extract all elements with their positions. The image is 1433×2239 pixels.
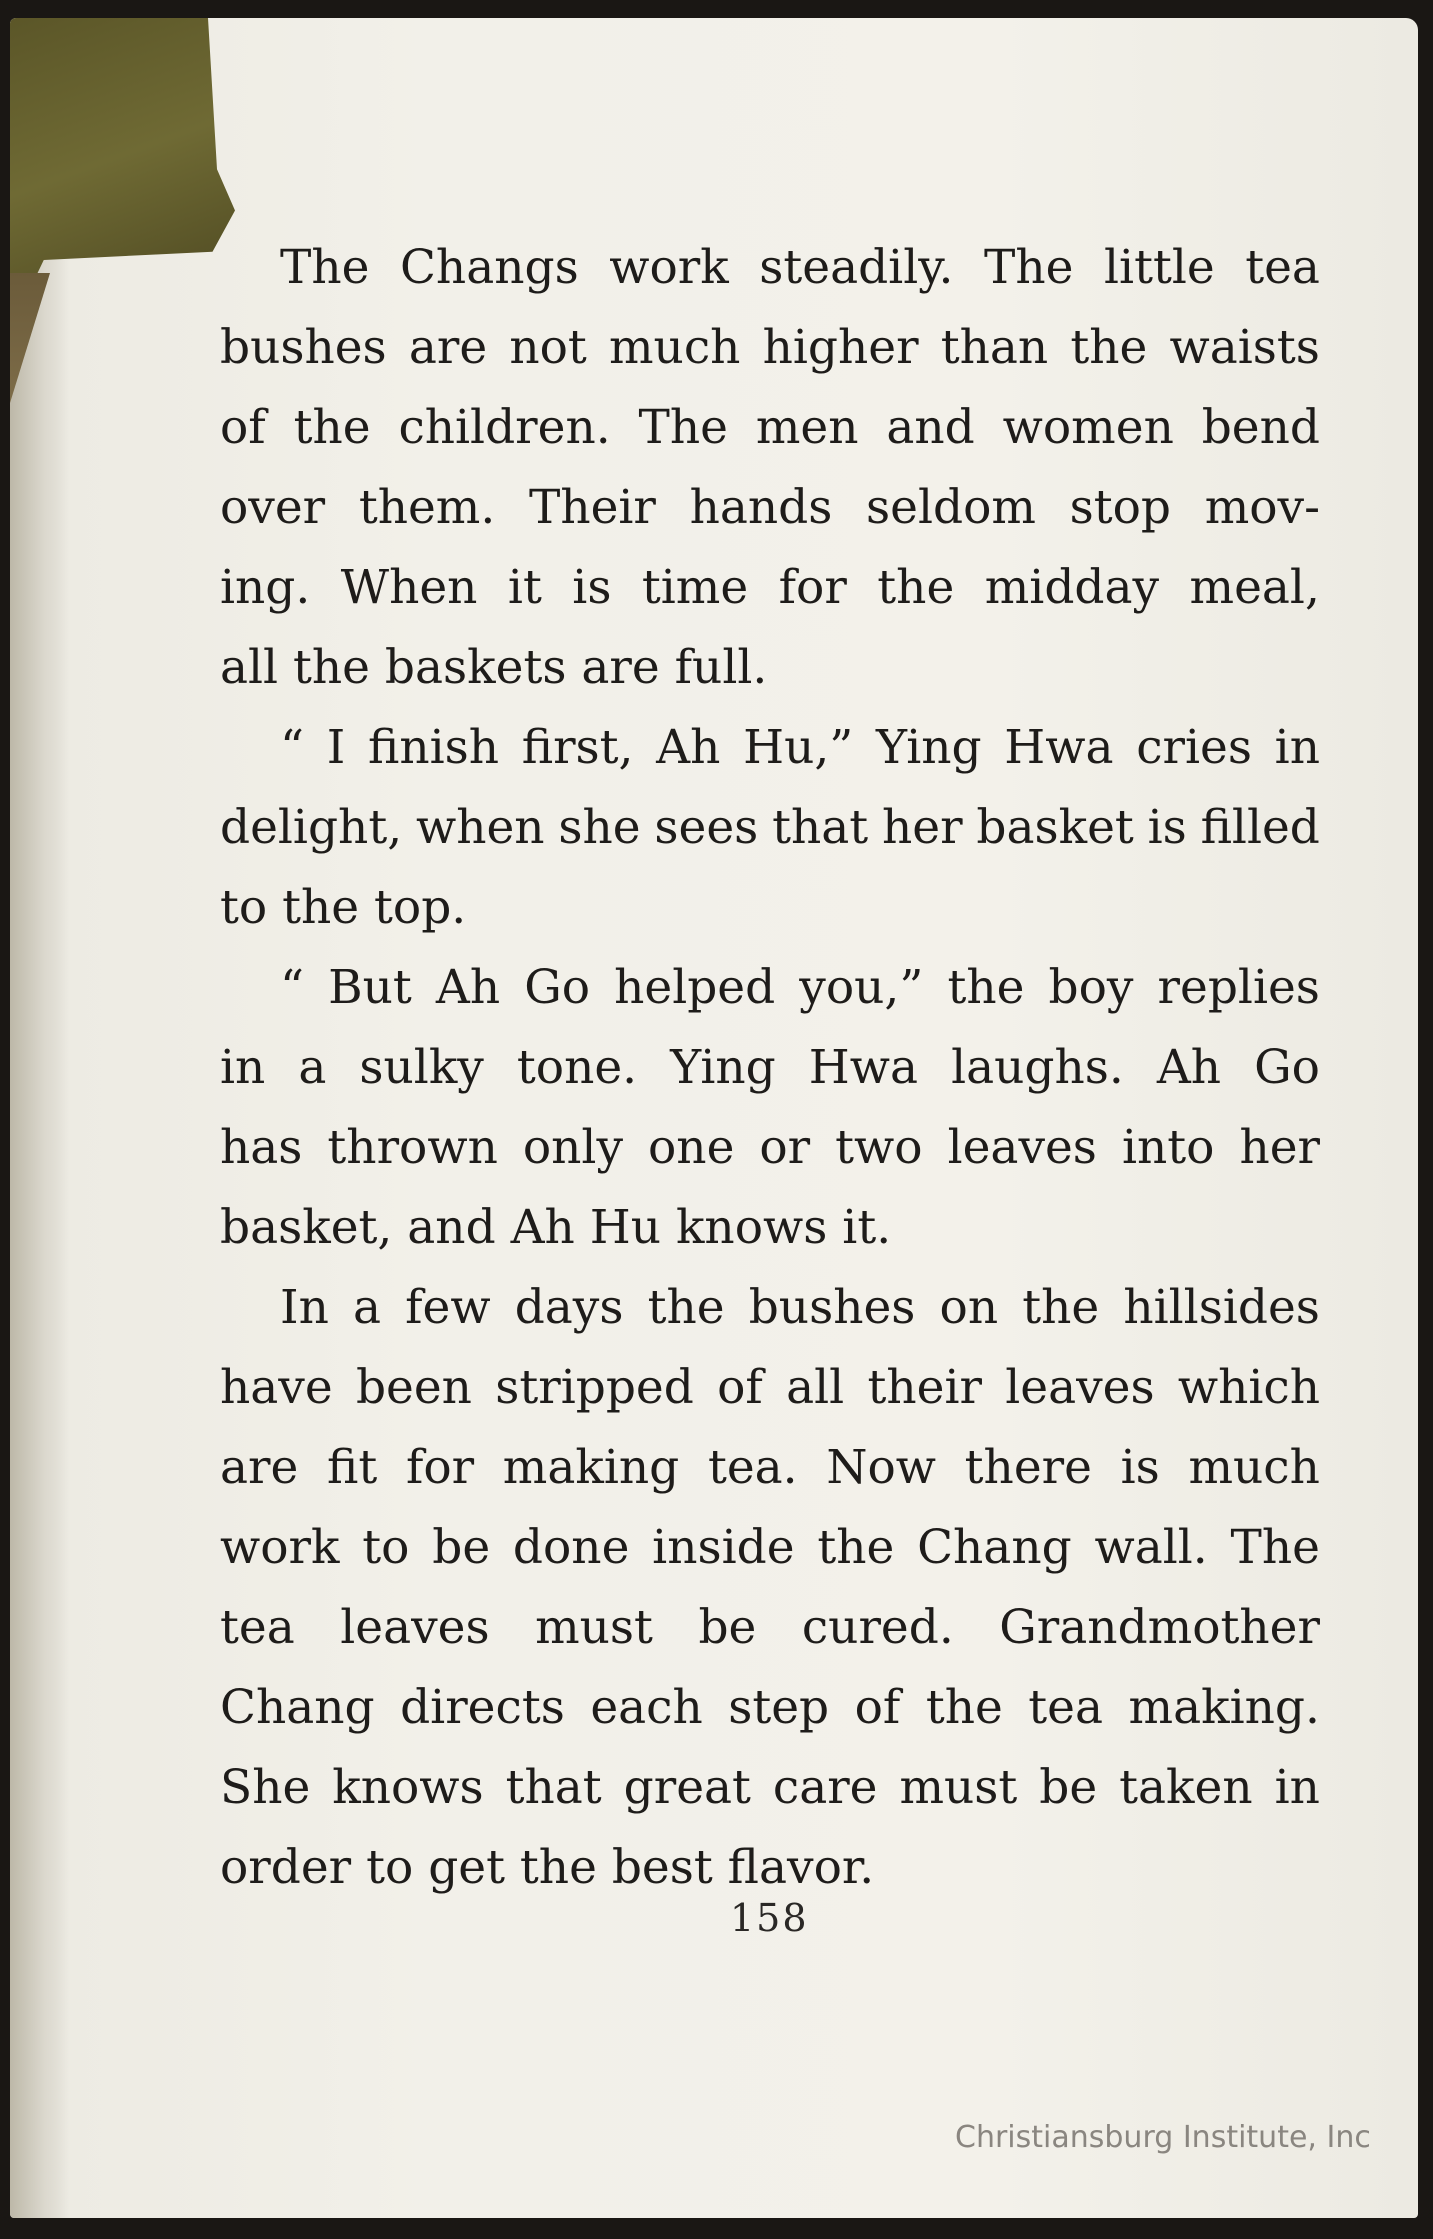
text-line: [220, 1588, 1320, 1668]
text-line: [220, 548, 1320, 628]
word: bushes: [748, 1280, 916, 1335]
word: one: [648, 1120, 735, 1175]
word: the: [947, 960, 1025, 1015]
text-line: [220, 1508, 1320, 1588]
word: hillsides: [1123, 1280, 1320, 1335]
word: stop: [1069, 480, 1172, 535]
word: laughs.: [951, 1040, 1124, 1095]
word: basket: [976, 800, 1134, 855]
word: tea: [1245, 240, 1320, 295]
word: two: [835, 1120, 923, 1175]
word: for: [778, 560, 847, 615]
word: for: [405, 1440, 475, 1495]
word: Hwa: [1004, 720, 1114, 775]
word: must: [535, 1600, 653, 1655]
word: The: [638, 400, 728, 455]
word: must: [899, 1760, 1018, 1815]
word: cries: [1136, 720, 1252, 775]
word: When: [340, 560, 478, 615]
word: ing.: [220, 560, 311, 615]
word: Go: [524, 960, 591, 1015]
word: have: [220, 1360, 333, 1415]
word: her: [881, 800, 963, 855]
word: work: [220, 1520, 340, 1575]
word: sulky: [359, 1040, 484, 1095]
word: each: [590, 1680, 703, 1735]
word: meal,: [1189, 560, 1320, 615]
text-line: basket, and Ah Hu knows it.: [220, 1200, 892, 1255]
word: over: [220, 480, 326, 535]
word: days: [514, 1280, 624, 1335]
word: or: [759, 1120, 811, 1175]
word: the: [1022, 1280, 1100, 1335]
word: The: [1230, 1520, 1320, 1575]
word: few: [405, 1280, 491, 1335]
word: work: [609, 240, 729, 295]
word: the: [647, 1280, 725, 1335]
word: Their: [528, 480, 656, 535]
book-page: [10, 18, 1418, 2218]
word: first,: [521, 720, 634, 775]
word: wall.: [1094, 1520, 1208, 1575]
word: making: [502, 1440, 680, 1495]
word: seldom: [866, 480, 1036, 535]
word: women: [1002, 400, 1174, 455]
word: boy: [1048, 960, 1134, 1015]
word: into: [1121, 1120, 1215, 1175]
word: that: [772, 800, 869, 855]
word: not: [509, 320, 587, 375]
word: the: [925, 1680, 1003, 1735]
text-line: [220, 468, 1320, 548]
text-line: [220, 1348, 1320, 1428]
word: when: [415, 800, 545, 855]
text-line: all the baskets are full.: [220, 640, 768, 695]
word: knows: [332, 1760, 484, 1815]
word: inside: [652, 1520, 795, 1575]
word: leaves: [947, 1120, 1097, 1175]
word: waists: [1169, 320, 1320, 375]
word: leaves: [1005, 1360, 1155, 1415]
word: finish: [367, 720, 500, 775]
word: tea.: [707, 1440, 798, 1495]
text-line: [220, 388, 1320, 468]
word: the: [293, 400, 371, 455]
page-number: 158: [730, 1896, 809, 1940]
word: helped: [614, 960, 776, 1015]
word: done: [512, 1520, 630, 1575]
word: children.: [398, 400, 611, 455]
text-line: [220, 1268, 1320, 1348]
word: her: [1239, 1120, 1320, 1175]
word: is: [1120, 1440, 1160, 1495]
word: in: [1274, 720, 1320, 775]
word: has: [220, 1120, 303, 1175]
word: only: [522, 1120, 623, 1175]
word: care: [772, 1760, 878, 1815]
word: tea: [220, 1600, 295, 1655]
text-line: [220, 228, 1320, 308]
word: fit: [327, 1440, 378, 1495]
word: in: [1274, 1760, 1320, 1815]
word: making.: [1128, 1680, 1320, 1735]
word: the: [1070, 320, 1148, 375]
word: on: [939, 1280, 999, 1335]
word: are: [408, 320, 488, 375]
word: steadily.: [759, 240, 954, 295]
word: stripped: [495, 1360, 694, 1415]
word: great: [623, 1760, 751, 1815]
word: men: [755, 400, 859, 455]
text-line: [220, 1748, 1320, 1828]
text-line: [220, 1668, 1320, 1748]
text-line: [220, 948, 1320, 1028]
word: But: [328, 960, 412, 1015]
word: Now: [826, 1440, 936, 1495]
word: is: [1147, 800, 1187, 855]
word: little: [1104, 240, 1215, 295]
word: a: [298, 1040, 327, 1095]
text-line: [220, 1028, 1320, 1108]
word: The: [280, 240, 370, 295]
word: time: [641, 560, 749, 615]
text-line: to the top.: [220, 880, 467, 935]
word: Grandmother: [999, 1600, 1320, 1655]
word: She: [220, 1760, 311, 1815]
word: Ah: [435, 960, 501, 1015]
word: all: [786, 1360, 845, 1415]
word: I: [326, 720, 346, 775]
word: Go: [1254, 1040, 1320, 1095]
text-line: [220, 708, 1320, 788]
word: there: [964, 1440, 1092, 1495]
word: tone.: [516, 1040, 638, 1095]
word: mov-: [1204, 480, 1320, 535]
word: leaves: [340, 1600, 490, 1655]
word: the: [817, 1520, 895, 1575]
body-text: [220, 228, 1320, 1908]
word: higher: [762, 320, 919, 375]
word: In: [280, 1280, 329, 1335]
word: be: [698, 1600, 757, 1655]
word: “: [280, 960, 305, 1015]
word: in: [220, 1040, 266, 1095]
word: Ying: [670, 1040, 776, 1095]
word: a: [352, 1280, 381, 1335]
word: their: [867, 1360, 982, 1415]
word: you,”: [799, 960, 924, 1015]
word: delight,: [220, 800, 403, 855]
word: taken: [1119, 1760, 1253, 1815]
word: Ying: [876, 720, 982, 775]
text-line: [220, 1108, 1320, 1188]
word: Hu,”: [743, 720, 854, 775]
word: bend: [1201, 400, 1320, 455]
word: much: [608, 320, 741, 375]
word: Chang: [917, 1520, 1072, 1575]
word: of: [220, 400, 266, 455]
word: cured.: [801, 1600, 954, 1655]
word: step: [728, 1680, 830, 1735]
word: replies: [1157, 960, 1320, 1015]
word: are: [220, 1440, 299, 1495]
word: Chang: [220, 1680, 375, 1735]
page-tab: [10, 18, 235, 293]
word: of: [717, 1360, 763, 1415]
word: Hwa: [808, 1040, 919, 1095]
word: thrown: [327, 1120, 498, 1175]
word: be: [1039, 1760, 1098, 1815]
word: Ah: [656, 720, 721, 775]
word: and: [886, 400, 975, 455]
word: midday: [984, 560, 1160, 615]
word: be: [432, 1520, 491, 1575]
word: which: [1177, 1360, 1320, 1415]
text-line: [220, 308, 1320, 388]
word: of: [854, 1680, 901, 1735]
word: is: [572, 560, 612, 615]
word: Ah: [1156, 1040, 1222, 1095]
text-line: [220, 788, 1320, 868]
word: them.: [358, 480, 496, 535]
word: that: [505, 1760, 602, 1815]
text-line: [220, 1428, 1320, 1508]
word: “: [280, 720, 305, 775]
word: than: [940, 320, 1049, 375]
word: The: [984, 240, 1074, 295]
watermark-credit: Christiansburg Institute, Inc: [955, 2120, 1371, 2155]
word: the: [877, 560, 955, 615]
word: been: [355, 1360, 472, 1415]
binding-edge: [10, 273, 50, 403]
word: sees: [654, 800, 759, 855]
word: bushes: [220, 320, 387, 375]
word: to: [362, 1520, 410, 1575]
word: Changs: [399, 240, 579, 295]
word: filled: [1200, 800, 1320, 855]
word: hands: [689, 480, 833, 535]
word: it: [507, 560, 542, 615]
word: much: [1188, 1440, 1320, 1495]
text-line: order to get the best flavor.: [220, 1840, 875, 1895]
word: tea: [1028, 1680, 1104, 1735]
word: she: [558, 800, 641, 855]
word: directs: [400, 1680, 565, 1735]
